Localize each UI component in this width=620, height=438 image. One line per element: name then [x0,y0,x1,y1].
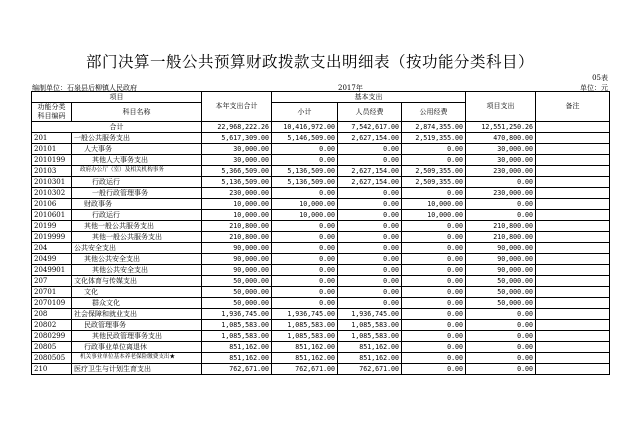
row-name: 行政运行 [72,177,202,188]
row-personnel: 0.00 [338,254,402,265]
row-remark [536,287,610,298]
row-name: 其他公共安全支出 [72,265,202,276]
row-personnel: 0.00 [338,144,402,155]
report-title: 部门决算一般公共预算财政拨款支出明细表（按功能分类科目） [85,53,534,71]
table-row [32,276,610,287]
total-public: 2,874,355.00 [402,122,466,133]
row-remark [536,144,610,155]
row-personnel: 2,627,154.00 [338,133,402,144]
row-name: 其他公共安全支出 [72,254,202,265]
row-subtotal: 0.00 [272,276,338,287]
row-public: 0.00 [402,287,466,298]
row-project: 0.00 [466,342,536,353]
row-code: 20106 [32,199,72,210]
row-name: 其他民政管理事务支出 [72,331,202,342]
row-personnel: 0.00 [338,276,402,287]
row-remark [536,232,610,243]
table-row [32,364,610,375]
row-code: 2049901 [32,265,72,276]
total-label: 合计 [32,122,202,133]
row-public: 0.00 [402,155,466,166]
row-remark [536,342,610,353]
row-name: 文化 [72,287,202,298]
row-code: 2019999 [32,232,72,243]
row-code: 204 [32,243,72,254]
row-name: 其他一般公共服务支出 [72,232,202,243]
row-remark [536,364,610,375]
row-subtotal: 5,136,509.00 [272,177,338,188]
row-project: 50,000.00 [466,276,536,287]
row-name: 财政事务 [72,199,202,210]
row-public: 0.00 [402,265,466,276]
row-name: 行政运行 [72,210,202,221]
row-name: 其他一般公共服务支出 [72,221,202,232]
row-personnel: 851,162.00 [338,342,402,353]
row-public: 0.00 [402,254,466,265]
row-remark [536,309,610,320]
row-subtotal: 0.00 [272,287,338,298]
row-personnel: 0.00 [338,287,402,298]
row-public: 0.00 [402,353,466,364]
row-public: 0.00 [402,144,466,155]
header-basic: 基本支出 [272,92,466,103]
header-public: 公用经费 [402,103,466,122]
row-total: 50,000.00 [202,287,272,298]
total-subtotal: 10,416,972.00 [272,122,338,133]
row-personnel: 0.00 [338,210,402,221]
row-public: 2,509,355.00 [402,166,466,177]
row-personnel: 762,671.00 [338,364,402,375]
row-total: 851,162.00 [202,353,272,364]
row-personnel: 0.00 [338,232,402,243]
table-row [32,298,610,309]
row-subtotal: 0.00 [272,254,338,265]
expenditure-table [31,91,610,375]
row-subtotal: 0.00 [272,221,338,232]
header-func-name: 科目名称 [72,103,202,122]
row-total: 90,000.00 [202,265,272,276]
row-public: 0.00 [402,298,466,309]
row-total: 1,085,583.00 [202,320,272,331]
row-code: 2070109 [32,298,72,309]
row-public: 0.00 [402,320,466,331]
row-public: 0.00 [402,309,466,320]
row-subtotal: 0.00 [272,243,338,254]
row-public: 2,519,355.00 [402,133,466,144]
unit-label: 单位：元 [580,84,608,92]
row-subtotal: 1,085,583.00 [272,320,338,331]
row-subtotal: 851,162.00 [272,353,338,364]
table-row [32,166,610,177]
header-personnel: 人员经费 [338,103,402,122]
row-project: 50,000.00 [466,298,536,309]
row-personnel: 0.00 [338,221,402,232]
row-remark [536,320,610,331]
row-code: 201 [32,133,72,144]
row-subtotal: 5,146,509.00 [272,133,338,144]
row-total: 210,800.00 [202,221,272,232]
row-code: 210 [32,364,72,375]
row-remark [536,353,610,364]
header-total: 本年支出合计 [202,92,272,122]
row-remark [536,177,610,188]
table-row [32,155,610,166]
row-remark [536,166,610,177]
table-row [32,254,610,265]
row-total: 851,162.00 [202,342,272,353]
row-public: 0.00 [402,243,466,254]
row-public: 10,000.00 [402,199,466,210]
row-project: 0.00 [466,309,536,320]
table-row [32,309,610,320]
row-project: 50,000.00 [466,287,536,298]
row-total: 90,000.00 [202,254,272,265]
row-total: 5,617,309.00 [202,133,272,144]
row-project: 470,800.00 [466,133,536,144]
table-row [32,210,610,221]
row-name: 社会保障和就业支出 [72,309,202,320]
row-total: 762,671.00 [202,364,272,375]
year-label: 2017年 [338,84,363,92]
row-public: 0.00 [402,276,466,287]
row-name: 民政管理事务 [72,320,202,331]
row-personnel: 0.00 [338,188,402,199]
row-project: 0.00 [466,331,536,342]
row-public: 0.00 [402,342,466,353]
row-total: 10,000.00 [202,199,272,210]
row-code: 20701 [32,287,72,298]
row-total: 230,000.00 [202,188,272,199]
row-subtotal: 0.00 [272,232,338,243]
row-personnel: 1,085,583.00 [338,320,402,331]
row-public: 10,000.00 [402,210,466,221]
row-total: 1,085,583.00 [202,331,272,342]
row-name: 其他人大事务支出 [72,155,202,166]
header-item: 项目 [32,92,202,103]
row-total: 5,366,509.00 [202,166,272,177]
row-remark [536,133,610,144]
row-total: 210,800.00 [202,232,272,243]
row-code: 20101 [32,144,72,155]
row-code: 207 [32,276,72,287]
row-project: 0.00 [466,210,536,221]
row-personnel: 0.00 [338,155,402,166]
row-project: 230,000.00 [466,188,536,199]
row-name: 公共安全支出 [72,243,202,254]
row-code: 2080505 [32,353,72,364]
row-subtotal: 0.00 [272,155,338,166]
row-name: 人大事务 [72,144,202,155]
row-personnel: 1,936,745.00 [338,309,402,320]
row-remark [536,210,610,221]
row-project: 0.00 [466,177,536,188]
table-row [32,232,610,243]
row-subtotal: 851,162.00 [272,342,338,353]
row-personnel: 1,085,583.00 [338,331,402,342]
row-personnel: 851,162.00 [338,353,402,364]
row-remark [536,155,610,166]
row-project: 0.00 [466,353,536,364]
row-project: 30,000.00 [466,144,536,155]
row-project: 210,800.00 [466,221,536,232]
row-remark [536,331,610,342]
row-personnel: 0.00 [338,265,402,276]
total-project: 12,551,250.26 [466,122,536,133]
row-project: 0.00 [466,199,536,210]
table-row [32,265,610,276]
row-remark [536,276,610,287]
row-subtotal: 762,671.00 [272,364,338,375]
table-row [32,331,610,342]
row-total: 30,000.00 [202,144,272,155]
row-project: 0.00 [466,364,536,375]
row-subtotal: 1,085,583.00 [272,331,338,342]
table-row [32,353,610,364]
table-row [32,287,610,298]
row-subtotal: 10,000.00 [272,210,338,221]
row-project: 30,000.00 [466,155,536,166]
row-remark [536,243,610,254]
header-remark: 备注 [536,92,610,122]
row-subtotal: 0.00 [272,188,338,199]
row-total: 50,000.00 [202,298,272,309]
row-public: 0.00 [402,232,466,243]
row-project: 90,000.00 [466,254,536,265]
row-code: 2010601 [32,210,72,221]
organization-label: 编制单位：石泉县后柳镇人民政府 [32,84,137,92]
row-name: 群众文化 [72,298,202,309]
row-code: 2080299 [32,331,72,342]
row-name: 行政事业单位离退休 [72,342,202,353]
row-public: 0.00 [402,331,466,342]
row-project: 210,800.00 [466,232,536,243]
row-code: 2010302 [32,188,72,199]
row-code: 208 [32,309,72,320]
table-row [32,133,610,144]
row-subtotal: 10,000.00 [272,199,338,210]
header-subtotal: 小计 [272,103,338,122]
table-row [32,144,610,155]
row-public: 0.00 [402,221,466,232]
row-personnel: 0.00 [338,243,402,254]
row-public: 2,509,355.00 [402,177,466,188]
row-project: 90,000.00 [466,243,536,254]
row-public: 0.00 [402,364,466,375]
row-name: 政府办公厅（室）及相关机构事务 [72,166,202,177]
header-func-code: 功能分类 科目编码 [32,103,72,122]
row-code: 20199 [32,221,72,232]
row-code: 20499 [32,254,72,265]
row-subtotal: 0.00 [272,265,338,276]
row-name: 医疗卫生与计划生育支出 [72,364,202,375]
row-total: 30,000.00 [202,155,272,166]
row-project: 230,000.00 [466,166,536,177]
total-amount: 22,968,222.26 [202,122,272,133]
row-total: 1,936,745.00 [202,309,272,320]
row-total: 90,000.00 [202,243,272,254]
row-code: 2010301 [32,177,72,188]
row-personnel: 0.00 [338,199,402,210]
row-personnel: 2,627,154.00 [338,177,402,188]
table-row [32,320,610,331]
header-row-top [32,92,610,103]
row-personnel: 2,627,154.00 [338,166,402,177]
row-code: 20805 [32,342,72,353]
row-public: 0.00 [402,188,466,199]
row-remark [536,265,610,276]
row-project: 0.00 [466,320,536,331]
table-row [32,188,610,199]
row-name: 机关事业单位基本养老保险缴费支出★ [72,353,202,364]
row-name: 一般行政管理事务 [72,188,202,199]
header-project: 项目支出 [466,92,536,122]
row-name: 文化体育与传媒支出 [72,276,202,287]
row-subtotal: 5,136,509.00 [272,166,338,177]
row-total: 5,136,509.00 [202,177,272,188]
row-subtotal: 0.00 [272,298,338,309]
row-remark [536,199,610,210]
total-remark [536,122,610,133]
table-row [32,177,610,188]
row-code: 20802 [32,320,72,331]
table-row [32,199,610,210]
form-number: 05表 [592,74,608,82]
row-code: 20103 [32,166,72,177]
row-remark [536,298,610,309]
table-row [32,342,610,353]
row-project: 90,000.00 [466,265,536,276]
row-personnel: 0.00 [338,298,402,309]
row-remark [536,188,610,199]
total-row [32,122,610,133]
total-personnel: 7,542,617.00 [338,122,402,133]
row-subtotal: 1,936,745.00 [272,309,338,320]
row-code: 2010199 [32,155,72,166]
row-total: 50,000.00 [202,276,272,287]
row-total: 10,000.00 [202,210,272,221]
table-row [32,221,610,232]
row-remark [536,254,610,265]
row-remark [536,221,610,232]
row-name: 一般公共服务支出 [72,133,202,144]
row-subtotal: 0.00 [272,144,338,155]
table-row [32,243,610,254]
